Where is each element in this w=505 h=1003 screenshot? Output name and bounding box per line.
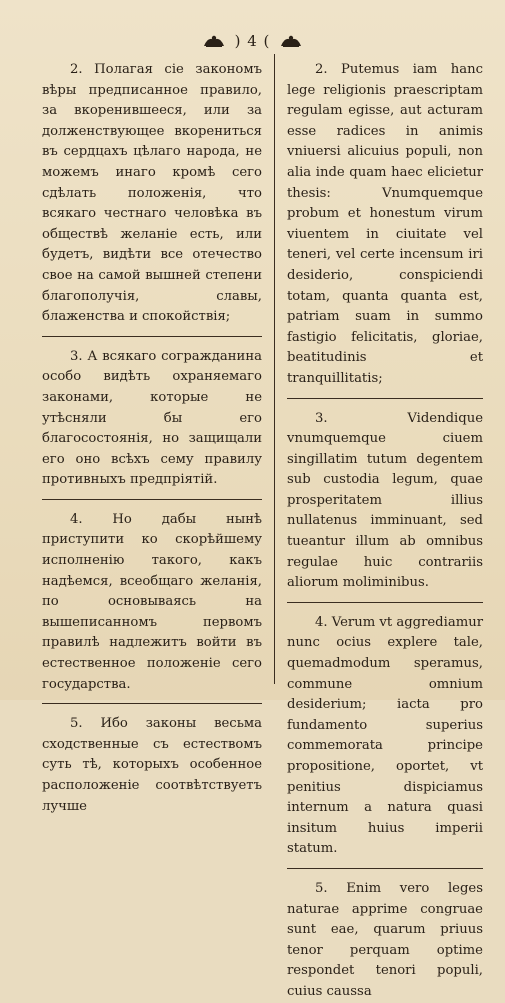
fleuron-ornament-icon <box>203 34 225 48</box>
page-header <box>0 32 505 50</box>
paragraph-la-2: 2. Putemus iam hanc lege religionis praescriptam regulam egisse, aut acturam esse radices in animis vniuersi alicuius populi, non alia inde quam haec elicietur thesis: Vnumquemque probum et honestum virum viuentem in ciuitate vel teneri, vel certe incensum iri desiderio, conspiciendi totam, quanta quanta est, patriam suam in summo fastigio felicitatis, gloriae, beatitudinis et tranquillitatis; <box>287 62 483 386</box>
paragraph-ru-3: 3. А всякаго согражданина особо видѣть охраняемаго законами, которые не утѣсняли бы его благосостоянія, но защищали его оно всѣхъ сему правилу противныхъ предпріятій. <box>42 348 262 488</box>
russian-column <box>42 60 262 817</box>
section-separator <box>42 336 262 337</box>
paragraph-ru-2: 2. Полагая сіе закономъ вѣры предписанное правило, за вкоренившееся, или за долженствующее вкорениться въ сердцахъ цѣлаго народа, не можемъ инаго кромѣ сего сдѣлать положенія, что всякаго честнаго человѣка въ обществѣ желаніе есть, или будетъ, видѣти все отечество свое на самой вышней степени благополучія, славы, блаженства и спокойствія; <box>42 62 262 325</box>
paragraph-ru-4: 4. Но дабы нынѣ приступити ко скорѣйшему исполненію такого, какъ надѣемся, всеобщаго желанія, по основываясь на вышеписанномъ первомъ правилѣ надлежитъ войти въ естественное положеніе сего государства. <box>42 511 262 692</box>
section-separator <box>287 602 483 603</box>
latin-column <box>287 60 483 1003</box>
section-separator <box>287 398 483 399</box>
paragraph-la-5: 5. Enim vero leges naturae apprime congruae sunt eae, quarum priuus tenor perquam optime respondet tenori populi, cuius caussa <box>287 880 483 999</box>
section-separator <box>42 703 262 704</box>
section-separator <box>287 868 483 869</box>
paragraph-la-4: 4. Verum vt aggrediamur nunc ocius explere tale, quemadmodum speramus, commune omnium desiderium; iacta pro fundamento superius commemorata principe propositione, oportet, vt penitius dispiciamus internum a natura quasi insitum huius imperii statum. <box>287 614 484 857</box>
section-separator <box>42 499 262 500</box>
page-number: ) 4 ( <box>234 32 271 50</box>
paragraph-ru-5: 5. Ибо законы весьма сходственные съ естествомъ суть тѣ, которыхъ особенное расположеніе соотвѣтствуетъ лучше <box>42 716 262 814</box>
column-divider <box>274 54 275 684</box>
paragraph-la-3: 3. Videndique vnumquemque ciuem singillatim tutum degentem sub custodia legum, quae prosperitatem illius nullatenus imminuant, sed tueantur illum ab omnibus regulae huic contrariis aliorum moliminibus. <box>287 410 483 591</box>
fleuron-ornament-icon <box>280 34 302 48</box>
